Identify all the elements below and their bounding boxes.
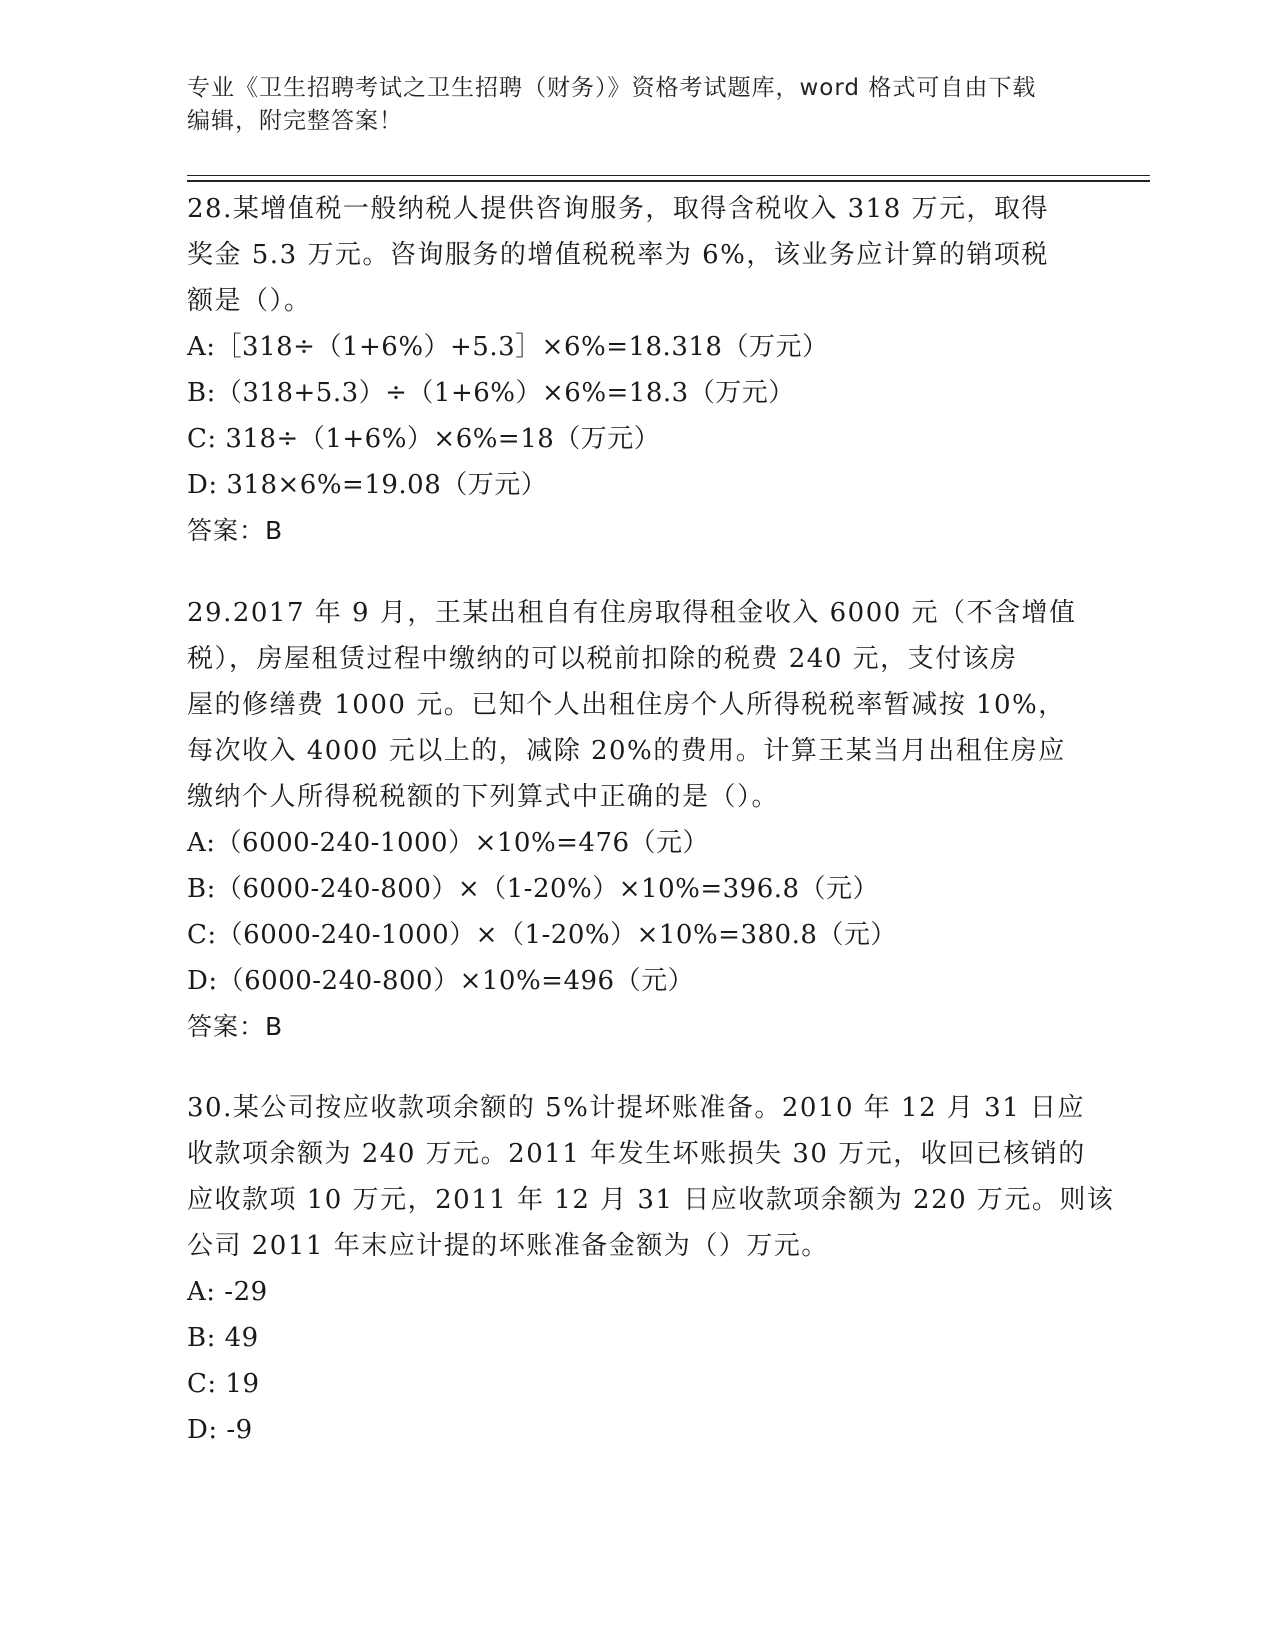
question-30 bbox=[187, 1085, 1115, 1453]
question-stem-line: 28.某增值税一般纳税人提供咨询服务，取得含税收入 318 万元，取得 bbox=[187, 194, 1050, 224]
option-a: A: -29 bbox=[187, 1277, 268, 1307]
question-stem-line: 缴纳个人所得税税额的下列算式中正确的是（）。 bbox=[187, 782, 780, 812]
option-b: B: 49 bbox=[187, 1323, 259, 1353]
question-stem-line: 奖金 5.3 万元。咨询服务的增值税税率为 6%，该业务应计算的销项税 bbox=[187, 240, 1049, 270]
question-29 bbox=[187, 590, 1087, 1050]
document-header bbox=[187, 72, 1067, 138]
option-c: C: 19 bbox=[187, 1369, 260, 1399]
question-stem-line: 公司 2011 年末应计提的坏账准备金额为（）万元。 bbox=[187, 1231, 829, 1261]
option-d: D:（6000-240-800）×10%=496（元） bbox=[187, 966, 695, 996]
question-stem-line: 额是（）。 bbox=[187, 286, 312, 316]
question-stem-line: 每次收入 4000 元以上的，减除 20%的费用。计算王某当月出租住房应 bbox=[187, 736, 1066, 766]
question-28 bbox=[187, 186, 1087, 554]
option-b: B:（318+5.3）÷（1+6%）×6%=18.3（万元） bbox=[187, 378, 795, 408]
question-stem-line: 收款项余额为 240 万元。2011 年发生坏账损失 30 万元，收回已核销的 bbox=[187, 1139, 1086, 1169]
header-line-2: 编辑，附完整答案！ bbox=[187, 108, 403, 134]
option-b: B:（6000-240-800）×（1-20%）×10%=396.8（元） bbox=[187, 874, 880, 904]
answer-line: 答案：B bbox=[187, 1012, 284, 1041]
question-stem-line: 税），房屋租赁过程中缴纳的可以税前扣除的税费 240 元，支付该房 bbox=[187, 644, 1018, 674]
question-stem-line: 应收款项 10 万元，2011 年 12 月 31 日应收款项余额为 220 万元。则该 bbox=[187, 1185, 1115, 1215]
option-c: C: 318÷（1+6%）×6%=18（万元） bbox=[187, 424, 661, 454]
option-d: D: 318×6%=19.08（万元） bbox=[187, 470, 548, 500]
question-stem-line: 30.某公司按应收款项余额的 5%计提坏账准备。2010 年 12 月 31 日应 bbox=[187, 1093, 1086, 1123]
question-stem-line: 屋的修缮费 1000 元。已知个人出租住房个人所得税税率暂减按 10%， bbox=[187, 690, 1066, 720]
header-divider-thin bbox=[187, 175, 1150, 176]
header-line-1: 专业《卫生招聘考试之卫生招聘（财务）》资格考试题库，word 格式可自由下载 bbox=[187, 75, 1037, 101]
option-d: D: -9 bbox=[187, 1415, 253, 1445]
answer-line: 答案：B bbox=[187, 516, 284, 545]
header-divider-thick bbox=[187, 180, 1150, 182]
option-a: A:（6000-240-1000）×10%=476（元） bbox=[187, 828, 710, 858]
option-c: C:（6000-240-1000）×（1-20%）×10%=380.8（元） bbox=[187, 920, 897, 950]
question-stem-line: 29.2017 年 9 月，王某出租自有住房取得租金收入 6000 元（不含增值 bbox=[187, 598, 1077, 628]
option-a: A:［318÷（1+6%）+5.3］×6%=18.318（万元） bbox=[187, 332, 829, 362]
